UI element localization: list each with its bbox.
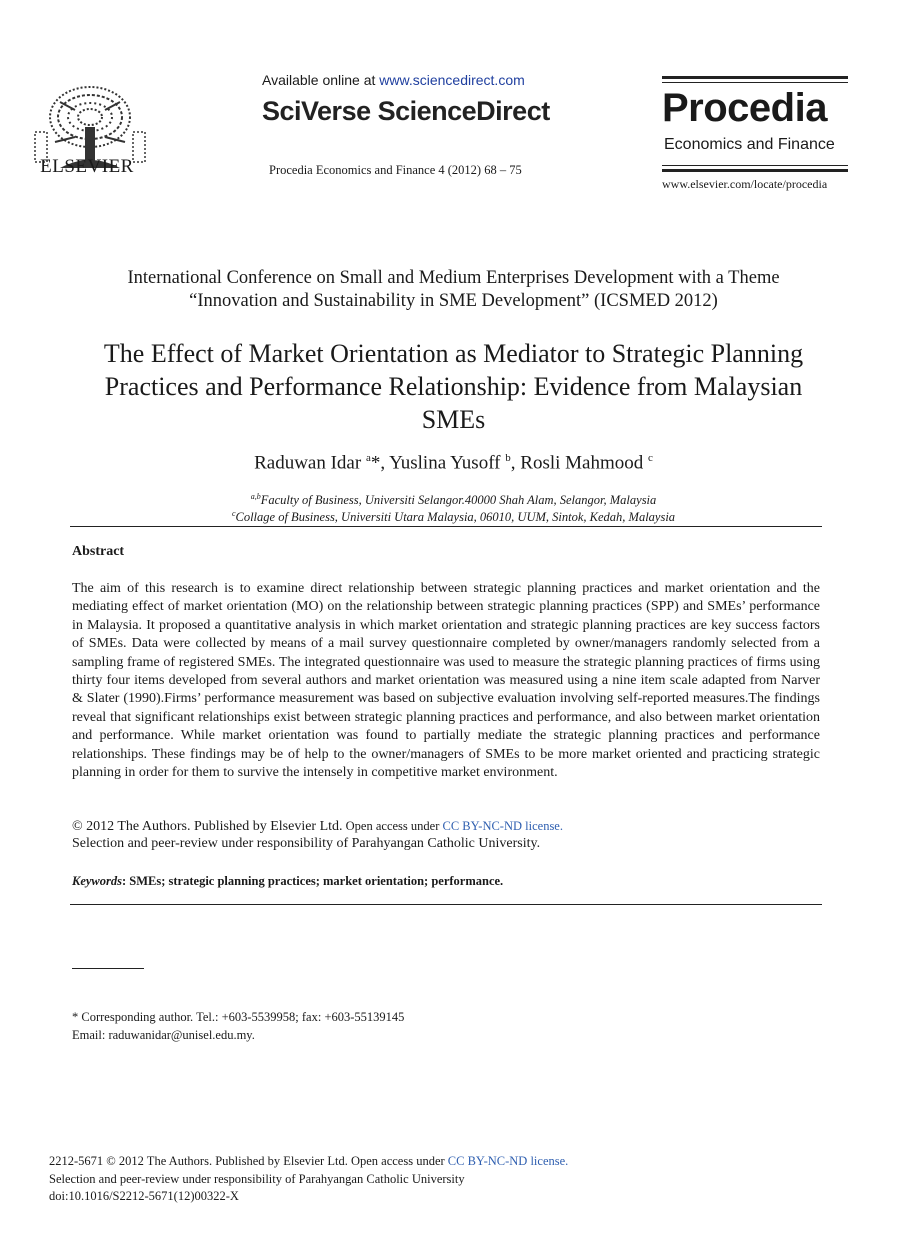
procedia-wordmark: Procedia [662, 86, 827, 130]
procedia-rule-bottom-thin [662, 165, 848, 166]
author-email: Email: raduwanidar@unisel.edu.my. [72, 1028, 255, 1042]
abstract-body: The aim of this research is to examine direct relationship between strategic planning practices and market orientation and the mediating effect of market orientation (MO) on the relationship between strategic planning practices (SPP) and SMEs’ performance in Malaysia. It proposed a quantitative analysis in which market orientation and strategic planning practices are key success factors of SMEs. Data were collected by means of a mail survey questionnaire completed by owner/managers randomly selected from a sampling frame of registered SMEs. The integrated questionnaire was used to measure the strategic planning practices of firms using thirty four items developed from several authors and market orientation was measured using a nine item scale adapted from Narver & Slater (1990).Firms’ performance measurement was based on subjective evaluation involving self-reported measures.The findings reveal that significant relationships exist between strategic planning practices and performance, and also between market orientation and performance. While market orientation was found to partially mediate the strategic planning practices and performance relationships. These findings may be of help to the owner/managers of SMEs to be more market oriented and practicing strategic planning in order for them to survive the intensely in competitive market environment. [72, 581, 820, 781]
bottom-license-link[interactable]: CC BY-NC-ND license. [447, 1154, 569, 1168]
author-name: Raduwan Idar [254, 452, 362, 474]
affiliation-2: $^c$Collage of Business, Universiti Utara Malaysia, 06010, UUM, Sintok, Kedah, Malaysia [231, 509, 676, 525]
author-name: Yuslina Yusoff [389, 452, 501, 474]
author-list: Raduwan Idar $^a$*, Yuslina Yusoff $^b$, Rosli Mahmood $^c$ [254, 452, 653, 474]
journal-reference: Procedia Economics and Finance 4 (2012) 68 – 75 [269, 163, 522, 177]
copyright-line: © 2012 The Authors. Published by Elsevier Ltd. Open access under CC BY-NC-ND license. [72, 819, 563, 834]
sciencedirect-link[interactable]: www.sciencedirect.com [379, 72, 525, 88]
keywords: Keywords: SMEs; strategic planning practices; market orientation; performance. [72, 874, 504, 888]
footnote-rule [72, 968, 144, 969]
doi: doi:10.1016/S2212-5671(12)00322-X [49, 1189, 239, 1203]
procedia-rule-top-thin [662, 82, 848, 83]
license-link[interactable]: CC BY-NC-ND license. [442, 819, 563, 833]
keywords-label: Keywords [72, 874, 122, 888]
author-name: Rosli Mahmood [520, 452, 644, 474]
procedia-rule-top-thick [662, 76, 848, 79]
journal-url-link[interactable]: www.elsevier.com/locate/procedia [662, 177, 828, 191]
issn-line: 2212-5671 © 2012 The Authors. Published by Elsevier Ltd. Open access under CC BY-NC-ND license. [49, 1154, 569, 1168]
procedia-rule-bottom-thick [662, 169, 848, 172]
elsevier-wordmark: ELSEVIER [40, 156, 134, 177]
corresponding-author-note: * Corresponding author. Tel.: +603-5539958; fax: +603-55139145 [72, 1010, 405, 1024]
author-sup: c [648, 452, 653, 464]
available-online: Available online at www.sciencedirect.com [262, 72, 525, 88]
paper-title: The Effect of Market Orientation as Mediator to Strategic Planning Practices and Performance Relationship: Evidence from Malaysian SMEs [103, 339, 804, 434]
author-sup: a [365, 452, 371, 464]
conference-line-1: International Conference on Small and Medium Enterprises Development with a Theme [127, 268, 780, 288]
conference-line-2: “Innovation and Sustainability in SME Development” (ICSMED 2012) [189, 291, 718, 311]
affiliation-1: $^{a,b}$Faculty of Business, Universiti Selangor.40000 Shah Alam, Selangor, Malaysia [250, 492, 657, 508]
bottom-peer-review: Selection and peer-review under responsibility of Parahyangan Catholic University [49, 1172, 465, 1186]
peer-review-line: Selection and peer-review under responsibility of Parahyangan Catholic University. [72, 836, 541, 851]
author-sup: b [505, 452, 511, 464]
sciverse-wordmark: SciVerse ScienceDirect [262, 96, 550, 126]
corresponding-mark: * [370, 452, 381, 474]
divider-top [70, 526, 822, 527]
abstract-heading: Abstract [72, 544, 125, 559]
divider-bottom [70, 904, 822, 905]
procedia-subtitle: Economics and Finance [664, 136, 835, 153]
